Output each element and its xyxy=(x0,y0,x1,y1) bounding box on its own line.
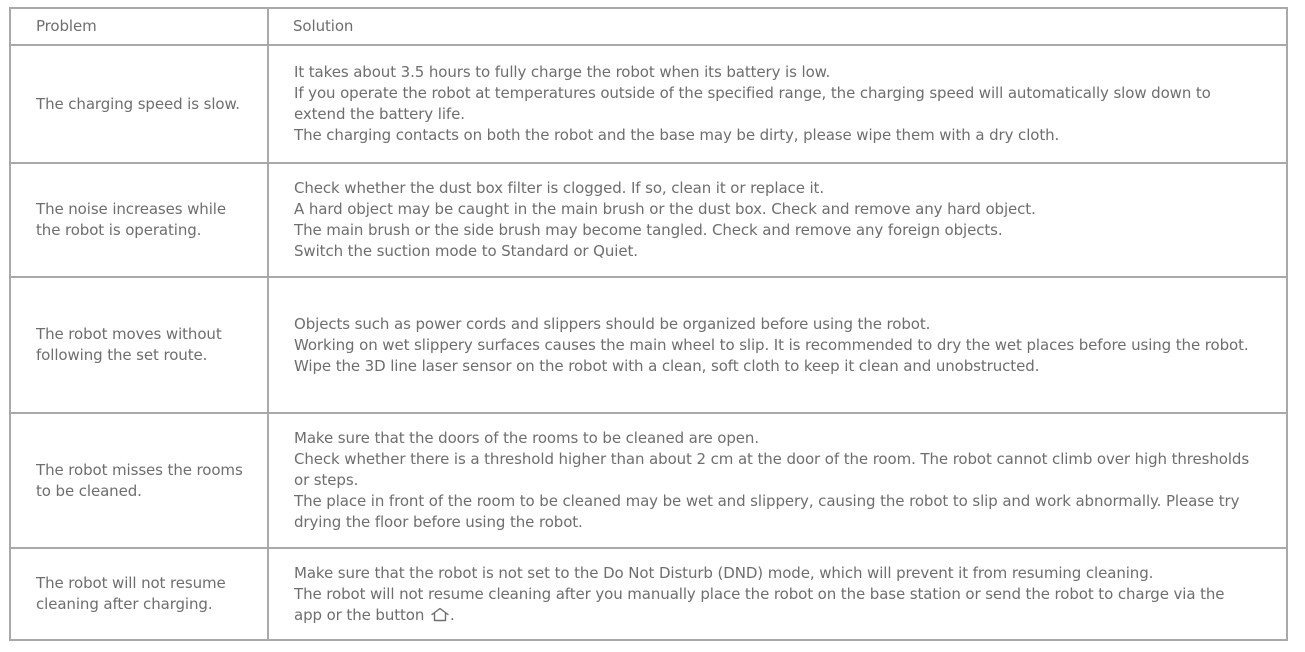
solution-line: Make sure that the doors of the rooms to be cleaned are open. xyxy=(294,429,760,447)
solution-line: If you operate the robot at temperatures outside of the specified range, the charging speed will automatically slow down to extend the battery life. xyxy=(294,84,1211,123)
problem-cell: The robot misses the rooms to be cleaned. xyxy=(10,413,268,548)
solution-line: Check whether the dust box filter is clogged. If so, clean it or replace it. xyxy=(294,179,825,197)
solution-line: The main brush or the side brush may become tangled. Check and remove any foreign objects. xyxy=(294,221,1003,239)
table-header-row xyxy=(10,8,1287,45)
solution-cell xyxy=(268,163,1287,277)
solution-line: Check whether there is a threshold higher than about 2 cm at the door of the room. The robot cannot climb over high thresholds or steps. xyxy=(294,450,1250,489)
solution-line: The place in front of the room to be cleaned may be wet and slippery, causing the robot to slip and work abnormally. Please try drying the floor before using the robot. xyxy=(294,492,1240,531)
solution-line: Wipe the 3D line laser sensor on the robot with a clean, soft cloth to keep it clean and unobstructed. xyxy=(294,356,1040,375)
solution-cell xyxy=(268,548,1287,640)
problem-cell: The robot moves without following the set route. xyxy=(10,277,268,413)
solution-line: It takes about 3.5 hours to fully charge the robot when its battery is low. xyxy=(294,63,831,81)
solution-line xyxy=(294,584,1256,626)
table-row xyxy=(10,45,1287,163)
problem-cell: The noise increases while the robot is operating. xyxy=(10,163,268,277)
solution-line: A hard object may be caught in the main brush or the dust box. Check and remove any hard object. xyxy=(294,200,1036,218)
solution-line: Switch the suction mode to Standard or Quiet. xyxy=(294,242,638,260)
solution-cell xyxy=(268,413,1287,548)
solution-line: The charging contacts on both the robot and the base may be dirty, please wipe them with a dry cloth. xyxy=(294,126,1060,144)
table-row xyxy=(10,163,1287,277)
solution-line: Working on wet slippery surfaces causes the main wheel to slip. It is recommended to dry the wet places before using the robot. xyxy=(294,335,1249,354)
table-row xyxy=(10,277,1287,413)
problem-cell: The robot will not resume cleaning after charging. xyxy=(10,548,268,640)
solution-trailing-text: . xyxy=(449,605,455,624)
troubleshooting-table xyxy=(9,7,1288,641)
solution-cell xyxy=(268,45,1287,163)
solution-line: Objects such as power cords and slippers should be organized before using the robot. xyxy=(294,314,931,333)
solution-cell xyxy=(268,277,1287,413)
header-problem: Problem xyxy=(10,8,268,45)
problem-cell: The charging speed is slow. xyxy=(10,45,268,163)
header-solution: Solution xyxy=(268,8,1287,45)
table-row xyxy=(10,413,1287,548)
solution-line: Make sure that the robot is not set to the Do Not Disturb (DND) mode, which will prevent it from resuming cleaning. xyxy=(294,563,1154,582)
solution-text: The robot will not resume cleaning after you manually place the robot on the base station or send the robot to charge via the app or the button xyxy=(294,584,1225,624)
table-row xyxy=(10,548,1287,640)
home-icon xyxy=(430,607,450,622)
